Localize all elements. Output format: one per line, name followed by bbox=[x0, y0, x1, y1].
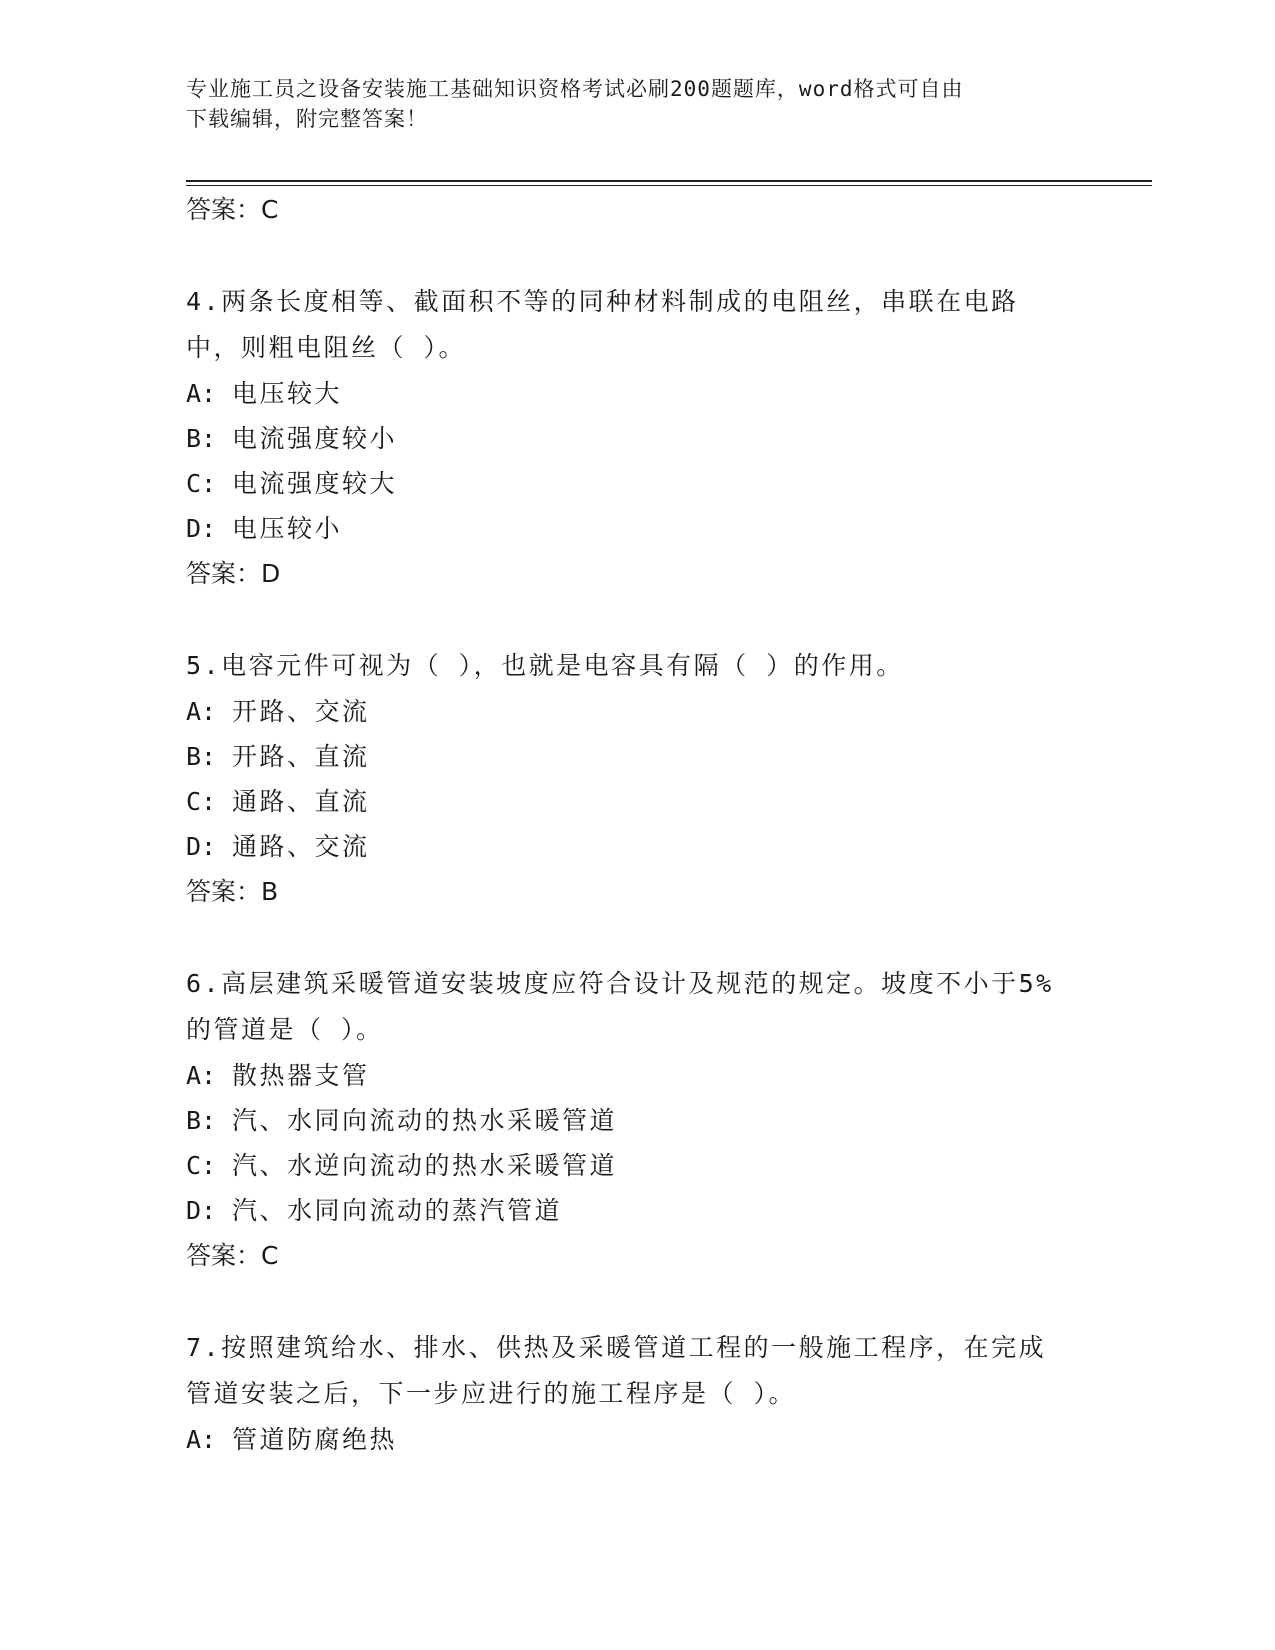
option-c: C: 通路、直流 bbox=[186, 787, 370, 816]
question-list bbox=[186, 187, 1086, 1462]
answer-line: 答案：B bbox=[186, 877, 279, 906]
header-divider-thin bbox=[186, 185, 1152, 186]
header-line-1: 专业施工员之设备安装施工基础知识资格考试必刷200题题库，word格式可自由 bbox=[186, 77, 964, 101]
option-a: A: 管道防腐绝热 bbox=[186, 1425, 398, 1454]
question-text: 6.高层建筑采暖管道安装坡度应符合设计及规范的规定。坡度不小于5%的管道是（ ）。 bbox=[186, 969, 1054, 1044]
option-d: D: 通路、交流 bbox=[186, 832, 370, 861]
answer-line: 答案：D bbox=[186, 559, 281, 588]
question-6 bbox=[186, 961, 1086, 1278]
option-c: C: 汽、水逆向流动的热水采暖管道 bbox=[186, 1151, 618, 1180]
header-divider-thick bbox=[186, 180, 1152, 182]
document-header bbox=[186, 74, 1066, 134]
option-a: A: 电压较大 bbox=[186, 379, 343, 408]
option-a: A: 开路、交流 bbox=[186, 697, 370, 726]
option-c: C: 电流强度较大 bbox=[186, 469, 398, 498]
option-d: D: 汽、水同向流动的蒸汽管道 bbox=[186, 1196, 563, 1225]
question-text: 4.两条长度相等、截面积不等的同种材料制成的电阻丝，串联在电路中，则粗电阻丝（ ）。 bbox=[186, 287, 1019, 362]
question-5 bbox=[186, 643, 1086, 914]
option-b: B: 开路、直流 bbox=[186, 742, 370, 771]
question-7 bbox=[186, 1325, 1086, 1462]
question-text: 7.按照建筑给水、排水、供热及采暖管道工程的一般施工程序，在完成管道安装之后，下一步应进行的施工程序是（ ）。 bbox=[186, 1333, 1047, 1408]
question-text: 5.电容元件可视为（ ），也就是电容具有隔（ ）的作用。 bbox=[186, 651, 904, 680]
answer-line: 答案：C bbox=[186, 195, 279, 224]
question-4 bbox=[186, 279, 1086, 596]
answer-line: 答案：C bbox=[186, 1241, 279, 1270]
option-b: B: 电流强度较小 bbox=[186, 424, 398, 453]
option-a: A: 散热器支管 bbox=[186, 1061, 370, 1090]
option-d: D: 电压较小 bbox=[186, 514, 343, 543]
header-line-2: 下载编辑，附完整答案！ bbox=[186, 107, 428, 131]
option-b: B: 汽、水同向流动的热水采暖管道 bbox=[186, 1106, 618, 1135]
